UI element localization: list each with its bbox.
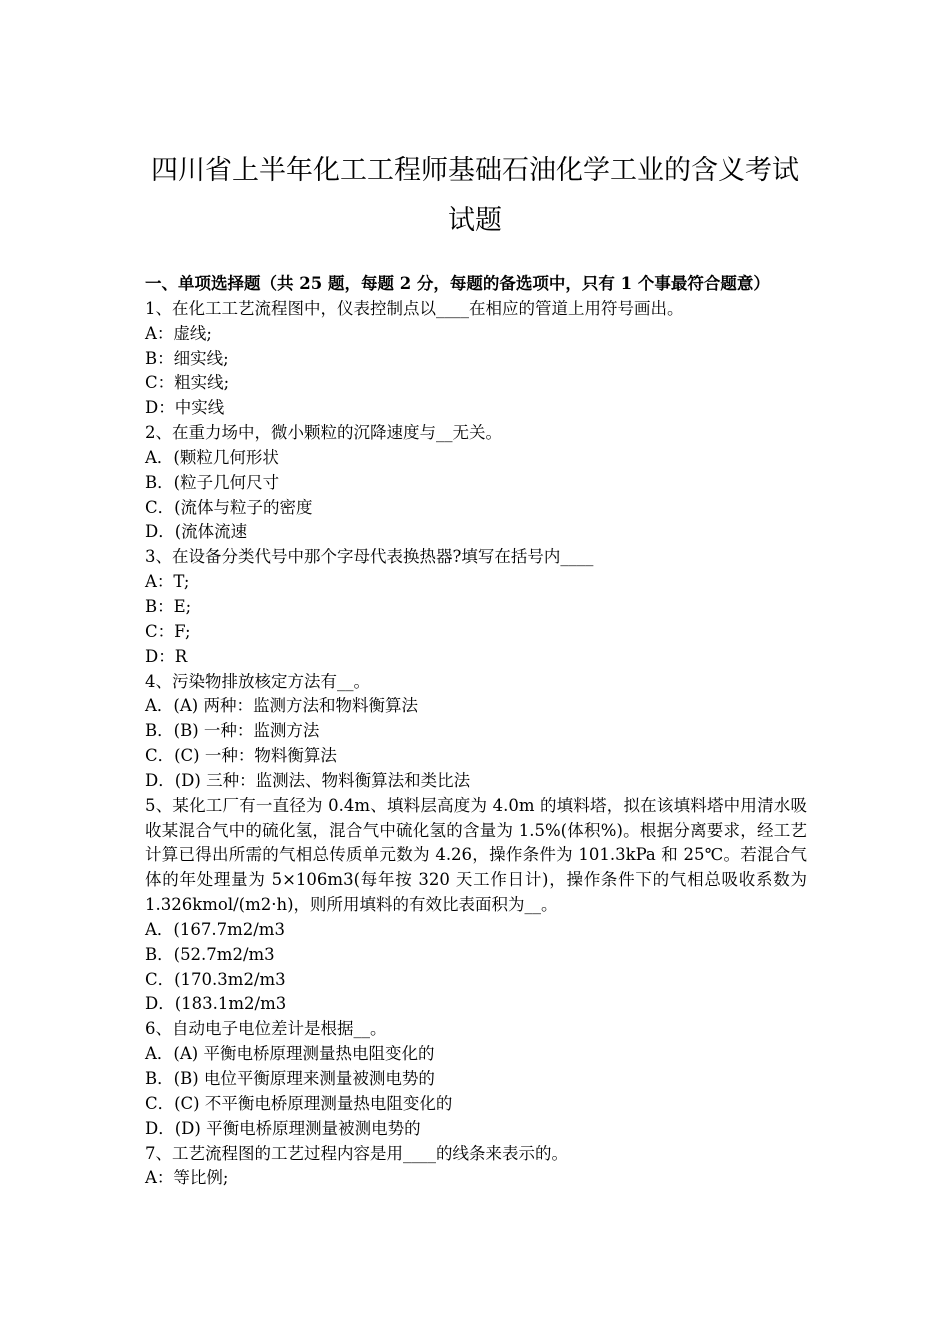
option-a: A．(颗粒几何形状 (145, 447, 279, 467)
option-d: D：中实线 (145, 398, 225, 418)
option-c: C．(C) 一种：物料衡算法 (145, 746, 337, 766)
option-b: B．(B) 一种：监测方法 (145, 721, 320, 741)
question-stem: 4、污染物排放核定方法有__。 (145, 671, 370, 691)
option-a: A：虚线; (145, 323, 212, 343)
question-3 (145, 545, 807, 669)
option-d: D．(183.1m2/m3 (145, 994, 287, 1014)
option-b: B．(52.7m2/m3 (145, 944, 275, 964)
option-b: B．(B) 电位平衡原理来测量被测电势的 (145, 1069, 435, 1088)
question-1 (145, 297, 807, 421)
option-a: A．(A) 平衡电桥原理测量热电阻变化的 (145, 1044, 435, 1064)
section-heading: 一、单项选择题（共 25 题，每题 2 分，每题的备选项中，只有 1 个事最符合题意） (145, 274, 770, 293)
question-stem: 3、在设备分类代号中那个字母代表换热器?填写在括号内____ (145, 547, 594, 567)
question-2 (145, 421, 807, 545)
option-a: A：等比例; (145, 1168, 229, 1188)
document-body (145, 272, 807, 1191)
document-title: 四川省上半年化工工程师基础石油化学工业的含义考试试题 (151, 155, 799, 236)
option-c: C：粗实线; (145, 373, 230, 393)
question-6 (145, 1017, 807, 1141)
option-b: B：E; (145, 596, 192, 616)
option-d: D：R (145, 646, 188, 666)
question-stem: 5、某化工厂有一直径为 0.4m、填料层高度为 4.0m 的填料塔，拟在该填料塔中用清水吸收某混合气中的硫化氢，混合气中硫化氢的含量为 1.5%(体积%)。根据分离要求，经工艺计算已得出所需的气相总传质单元数为 4.26，操作条件为 101.3kPa 和 25℃。若混合气体的年处理量为 5×106m3(每年按 320 天工作日计)，操作条件下的气相总吸收系数为 1.326kmol/(m2·h)，则所用填料的有效比表面积为__。 (145, 795, 807, 915)
option-b: B．(粒子几何尺寸 (145, 472, 280, 492)
question-5 (145, 794, 807, 1018)
question-4 (145, 670, 807, 794)
question-stem: 6、自动电子电位差计是根据__。 (145, 1019, 387, 1039)
question-7 (145, 1142, 807, 1192)
option-c: C．(170.3m2/m3 (145, 969, 286, 989)
option-c: C：F; (145, 621, 191, 641)
question-stem: 2、在重力场中，微小颗粒的沉降速度与__无关。 (145, 423, 502, 443)
option-b: B：细实线; (145, 348, 229, 368)
option-a: A：T; (145, 572, 190, 592)
option-c: C．(C) 不平衡电桥原理测量热电阻变化的 (145, 1093, 453, 1113)
option-a: A．(A) 两种：监测方法和物料衡算法 (145, 696, 418, 716)
option-c: C．(流体与粒子的密度 (145, 497, 313, 517)
option-a: A．(167.7m2/m3 (145, 919, 285, 939)
question-stem: 1、在化工工艺流程图中，仪表控制点以____在相应的管道上用符号画出。 (145, 298, 684, 318)
option-d: D．(流体流速 (145, 522, 248, 542)
option-d: D．(D) 平衡电桥原理测量被测电势的 (145, 1118, 421, 1138)
option-d: D．(D) 三种：监测法、物料衡算法和类比法 (145, 770, 471, 790)
question-stem: 7、工艺流程图的工艺过程内容是用____的线条来表示的。 (145, 1143, 568, 1163)
